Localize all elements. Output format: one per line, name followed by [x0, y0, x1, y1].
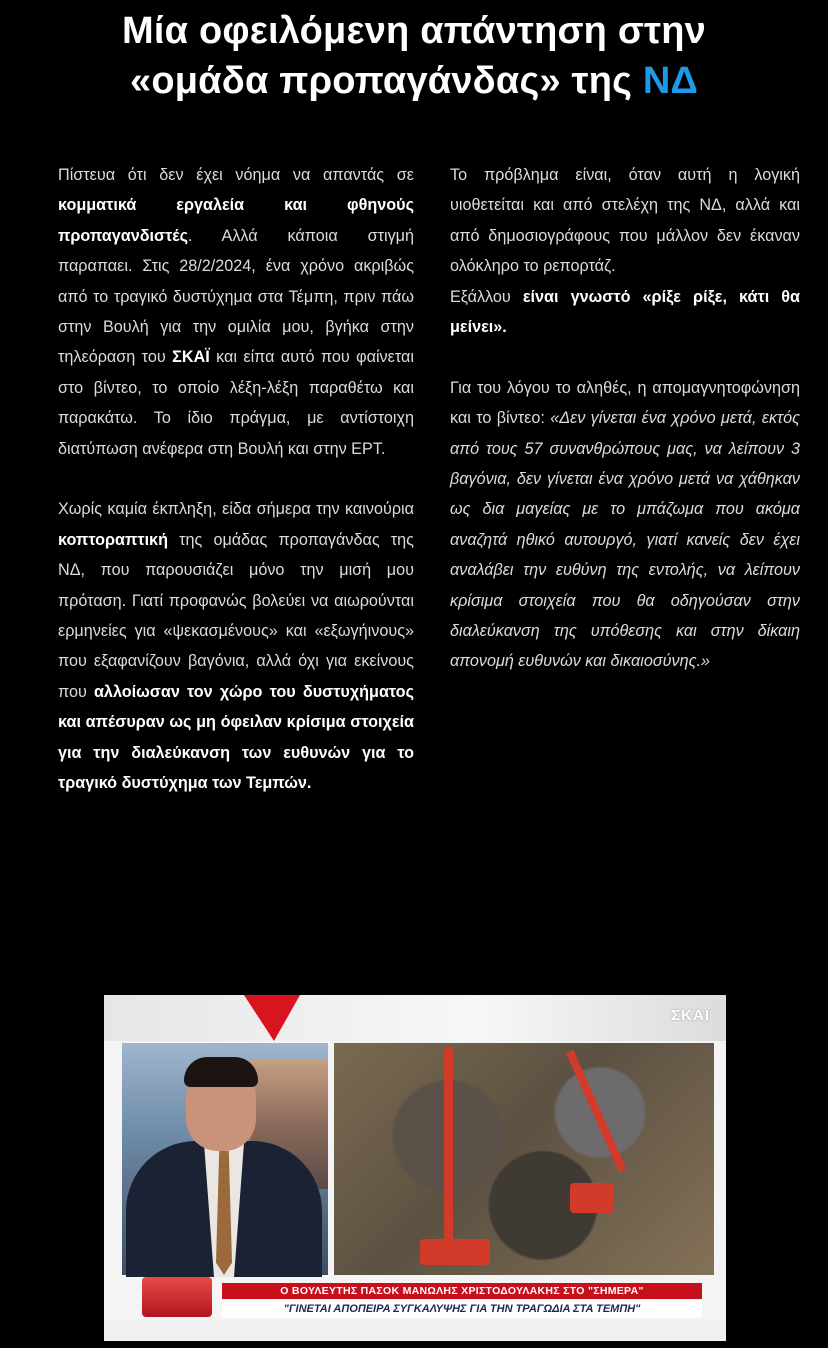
- title-line-2: «ομάδα προπαγάνδας» της: [129, 60, 643, 102]
- left-text-column: [58, 160, 414, 799]
- video-thumbnail[interactable]: [104, 995, 726, 1341]
- text-span: της ομάδας προπαγάνδας της ΝΔ, που παρουσιάζει μόνο την μισή μου πρόταση. Γιατί προφανώς βολεύει να αιωρούνται ερμηνείες για «ψεκασμένους» και «εξωγήινους» που εξαφανίζουν βαγόνια, αλλά όχι για εκείνους που: [58, 530, 414, 701]
- aerial-crash-site-image: [334, 1043, 714, 1275]
- studio-shot: [122, 1043, 328, 1275]
- text-span: και είπα αυτό που φαίνεται στο βίντεο, το οποίο λέξη-λέξη παραθέτω και παρακάτω. Το ίδιο πράγμα, με αντίστοιχη διατύπωση ανέφερα στη Βουλή και στην ΕΡΤ.: [58, 348, 414, 458]
- speaker-hair: [184, 1057, 258, 1087]
- show-logo-badge: [142, 1277, 212, 1317]
- broadcast-bottom-strip: [104, 1321, 726, 1341]
- right-paragraph-2: [450, 282, 800, 343]
- title-line-1: Μία οφειλόμενη απάντηση στην: [122, 10, 706, 52]
- text-span: Πίστευα ότι δεν έχει νόημα να απαντάς σε: [58, 166, 414, 184]
- title-accent-party: ΝΔ: [642, 60, 698, 102]
- left-paragraph-1: [58, 160, 414, 464]
- broadcast-red-accent: [244, 995, 300, 1041]
- text-span: Εξάλλου: [450, 287, 523, 306]
- crane-base: [570, 1183, 614, 1213]
- crane-base: [420, 1239, 490, 1265]
- right-paragraph-3: [450, 373, 800, 677]
- transcript-quote: «Δεν γίνεται ένα χρόνο μετά, εκτός από τους 57 συνανθρώπους μας, να λείπουν 3 βαγόνια, δεν γίνεται ένα χρόνο μετά να χάθηκαν ως δια μαγείας με το μπάζωμα που ακόμα αναζητά ηθικό αυτουργό, γιατί κανείς δεν έχει αναλάβει την ευθύνη της εντολής, να λείπουν κρίσιμα στοιχεία που θα οδηγούσαν στην διαλεύκανση της υπόθεσης και στην δίκαιη απονομή ευθυνών και δικαιοσύνης.»: [450, 409, 800, 671]
- crane-boom: [444, 1047, 453, 1243]
- right-text-column: [450, 160, 800, 677]
- right-paragraph-1: Το πρόβλημα είναι, όταν αυτή η λογική υιοθετείται και από στελέχη της ΝΔ, αλλά και από δημοσιογράφους που μάλλον δεν έκαναν ολόκληρο το ρεπορτάζ.: [450, 166, 800, 276]
- crane-boom: [566, 1050, 626, 1172]
- bold-span: κομματικά εργαλεία και φθηνούς προπαγανδιστές: [58, 196, 414, 245]
- text-span: . Αλλά κάποια στιγμή παραπαει. Στις 28/2/2024, ένα χρόνο ακριβώς από το τραγικό δυστύχημα στα Τέμπη, πριν πάω στην Βουλή για την ομιλία μου, βγήκα στην τηλεόραση του: [58, 226, 414, 367]
- news-ticker-headline: Ο ΒΟΥΛΕΥΤΗΣ ΠΑΣΟΚ ΜΑΝΩΛΗΣ ΧΡΙΣΤΟΔΟΥΛΑΚΗΣ ΣΤΟ "ΣΗΜΕΡΑ": [222, 1283, 702, 1299]
- broadcast-top-bar: [104, 995, 726, 1041]
- bold-span: είναι γνωστό «ρίξε ρίξε, κάτι θα μείνει».: [450, 287, 801, 337]
- channel-logo: ΣΚΑΪ: [671, 1007, 710, 1024]
- bold-span: κοπτοραπτική: [58, 530, 168, 549]
- news-ticker-quote: "ΓΙΝΕΤΑΙ ΑΠΟΠΕΙΡΑ ΣΥΓΚΑΛΥΨΗΣ ΓΙΑ ΤΗΝ ΤΡΑΓΩΔΙΑ ΣΤΑ ΤΕΜΠΗ": [222, 1300, 702, 1318]
- transcript-intro: Για του λόγου το αληθές, η απομαγνητοφώνηση και το βίντεο:: [450, 378, 800, 428]
- bold-span: αλλοίωσαν τον χώρο του δυστυχήματος και απέσυραν ως μη όφειλαν κρίσιμα στοιχεία για την διαλεύκανση των ευθυνών για το τραγικό δυστύχημα των Τεμπών.: [58, 682, 414, 793]
- bold-span: ΣΚΑΪ: [172, 348, 210, 367]
- text-span: Χωρίς καμία έκπληξη, είδα σήμερα την καινούρια: [58, 500, 414, 519]
- left-paragraph-2: [58, 494, 414, 798]
- page-title: [0, 6, 828, 106]
